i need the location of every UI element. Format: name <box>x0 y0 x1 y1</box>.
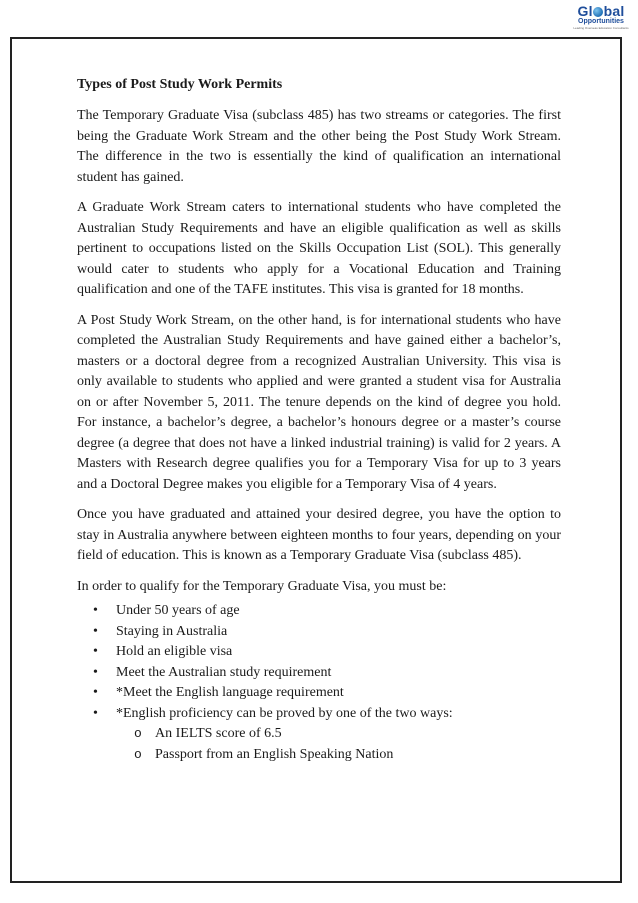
paragraph-streams-intro: The Temporary Graduate Visa (subclass 485) has two streams or categories. The first being the Graduate Work Stream and the other being the Post Study Work Stream. The difference in the two is essentially the kind of qualification an international student has gained. <box>77 108 561 185</box>
list-item: • Meet the Australian study requirement <box>77 663 561 684</box>
paragraph-stay-duration: Once you have graduated and attained your desired degree, you have the option to stay in Australia anywhere between eighteen months to four years, depending on your field of education. This is known as a Temporary Graduate Visa (subclass 485). <box>77 507 561 563</box>
list-item: • *Meet the English language requirement <box>77 683 561 704</box>
list-item: • Under 50 years of age <box>77 601 561 622</box>
globe-icon <box>593 7 603 17</box>
list-item: • Staying in Australia <box>77 622 561 643</box>
list-item-text: *English proficiency can be proved by one of the two ways: <box>116 705 453 721</box>
paragraph-eligibility-intro: In order to qualify for the Temporary Graduate Visa, you must be: <box>77 578 447 594</box>
global-opportunities-logo <box>570 4 632 36</box>
paragraph-post-study-work-stream: A Post Study Work Stream, on the other hand, is for international students who have completed the Australian Study Requirements and have gained either a bachelor’s, masters or a doctoral degree from a recognized Australian University. This visa is only available to students who applied and were granted a student visa for Australia on or after November 5, 2011. The tenure depends on the kind of degree you hold. For instance, a bachelor’s degree, a bachelor’s honours degree or a master’s course degree (a degree that does not have a linked industrial training) is valid for 2 years. A Masters with Research degree qualifies you for a Temporary Visa for up to 3 years and a Doctoral Degree makes you eligible for a Temporary Visa of 4 years. <box>77 312 561 492</box>
sub-list-item: o Passport from an English Speaking Nation <box>116 745 561 766</box>
proficiency-sub-list <box>116 724 561 765</box>
eligibility-list <box>77 601 561 765</box>
list-item-english-proficiency <box>77 704 561 766</box>
list-item: • Hold an eligible visa <box>77 642 561 663</box>
document-body <box>77 75 561 765</box>
section-title: Types of Post Study Work Permits <box>77 77 283 92</box>
sub-list-item: o An IELTS score of 6.5 <box>116 724 561 745</box>
logo-wordmark: Gl bal <box>577 3 625 19</box>
logo-tagline: Leading Overseas Education Consultants <box>573 26 629 30</box>
logo-subtitle: Opportunities <box>578 18 624 25</box>
paragraph-graduate-work-stream: A Graduate Work Stream caters to international students who have completed the Australian Study Requirements and have an eligible qualification as well as skills pertinent to occupations listed on the Skills Occupation List (SOL). This generally would cater to students who apply for a Vocational Education and Training qualification and one of the TAFE institutes. This visa is granted for 18 months. <box>77 200 561 297</box>
